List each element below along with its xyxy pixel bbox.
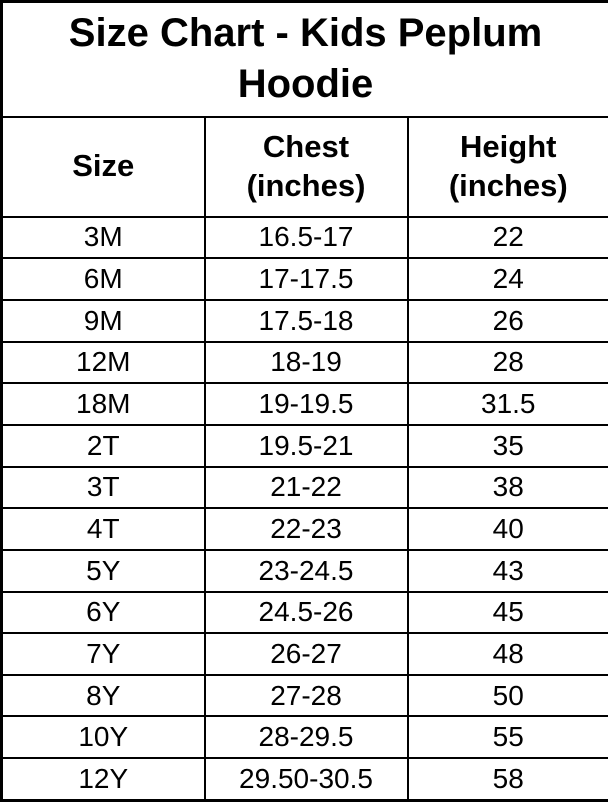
chest-cell: 26-27 xyxy=(205,633,408,675)
header-row xyxy=(2,117,608,217)
column-header-chest: Chest (inches) xyxy=(205,117,408,217)
chest-cell: 17.5-18 xyxy=(205,300,408,342)
size-cell: 5Y xyxy=(2,550,205,592)
chart-title: Size Chart - Kids Peplum Hoodie xyxy=(2,2,608,117)
chest-cell: 29.50-30.5 xyxy=(205,758,408,800)
size-cell: 8Y xyxy=(2,675,205,717)
chest-cell: 18-19 xyxy=(205,342,408,384)
table-row xyxy=(2,508,608,550)
table-row xyxy=(2,675,608,717)
chest-cell: 22-23 xyxy=(205,508,408,550)
size-chart-body xyxy=(2,2,608,801)
table-row xyxy=(2,592,608,634)
height-cell: 38 xyxy=(408,467,608,509)
table-row xyxy=(2,300,608,342)
table-row xyxy=(2,425,608,467)
height-cell: 35 xyxy=(408,425,608,467)
chest-cell: 21-22 xyxy=(205,467,408,509)
size-cell: 7Y xyxy=(2,633,205,675)
height-cell: 40 xyxy=(408,508,608,550)
size-cell: 2T xyxy=(2,425,205,467)
height-cell: 48 xyxy=(408,633,608,675)
table-row xyxy=(2,633,608,675)
height-cell: 55 xyxy=(408,716,608,758)
chest-cell: 28-29.5 xyxy=(205,716,408,758)
table-row xyxy=(2,383,608,425)
table-row xyxy=(2,716,608,758)
size-cell: 12Y xyxy=(2,758,205,800)
chest-cell: 23-24.5 xyxy=(205,550,408,592)
size-cell: 4T xyxy=(2,508,205,550)
chest-cell: 19.5-21 xyxy=(205,425,408,467)
height-cell: 28 xyxy=(408,342,608,384)
table-row xyxy=(2,758,608,800)
table-row xyxy=(2,258,608,300)
height-cell: 31.5 xyxy=(408,383,608,425)
size-cell: 12M xyxy=(2,342,205,384)
chest-cell: 17-17.5 xyxy=(205,258,408,300)
chest-cell: 16.5-17 xyxy=(205,217,408,259)
size-cell: 6M xyxy=(2,258,205,300)
height-cell: 43 xyxy=(408,550,608,592)
height-cell: 58 xyxy=(408,758,608,800)
size-cell: 3M xyxy=(2,217,205,259)
size-cell: 10Y xyxy=(2,716,205,758)
size-cell: 3T xyxy=(2,467,205,509)
height-cell: 50 xyxy=(408,675,608,717)
chest-cell: 27-28 xyxy=(205,675,408,717)
height-cell: 26 xyxy=(408,300,608,342)
column-header-size: Size xyxy=(2,117,205,217)
height-cell: 24 xyxy=(408,258,608,300)
table-row xyxy=(2,217,608,259)
size-cell: 18M xyxy=(2,383,205,425)
chest-cell: 24.5-26 xyxy=(205,592,408,634)
table-row xyxy=(2,342,608,384)
height-cell: 45 xyxy=(408,592,608,634)
size-cell: 6Y xyxy=(2,592,205,634)
column-header-height: Height (inches) xyxy=(408,117,608,217)
table-row xyxy=(2,467,608,509)
chest-cell: 19-19.5 xyxy=(205,383,408,425)
size-cell: 9M xyxy=(2,300,205,342)
table-row xyxy=(2,550,608,592)
height-cell: 22 xyxy=(408,217,608,259)
title-row xyxy=(2,2,608,117)
